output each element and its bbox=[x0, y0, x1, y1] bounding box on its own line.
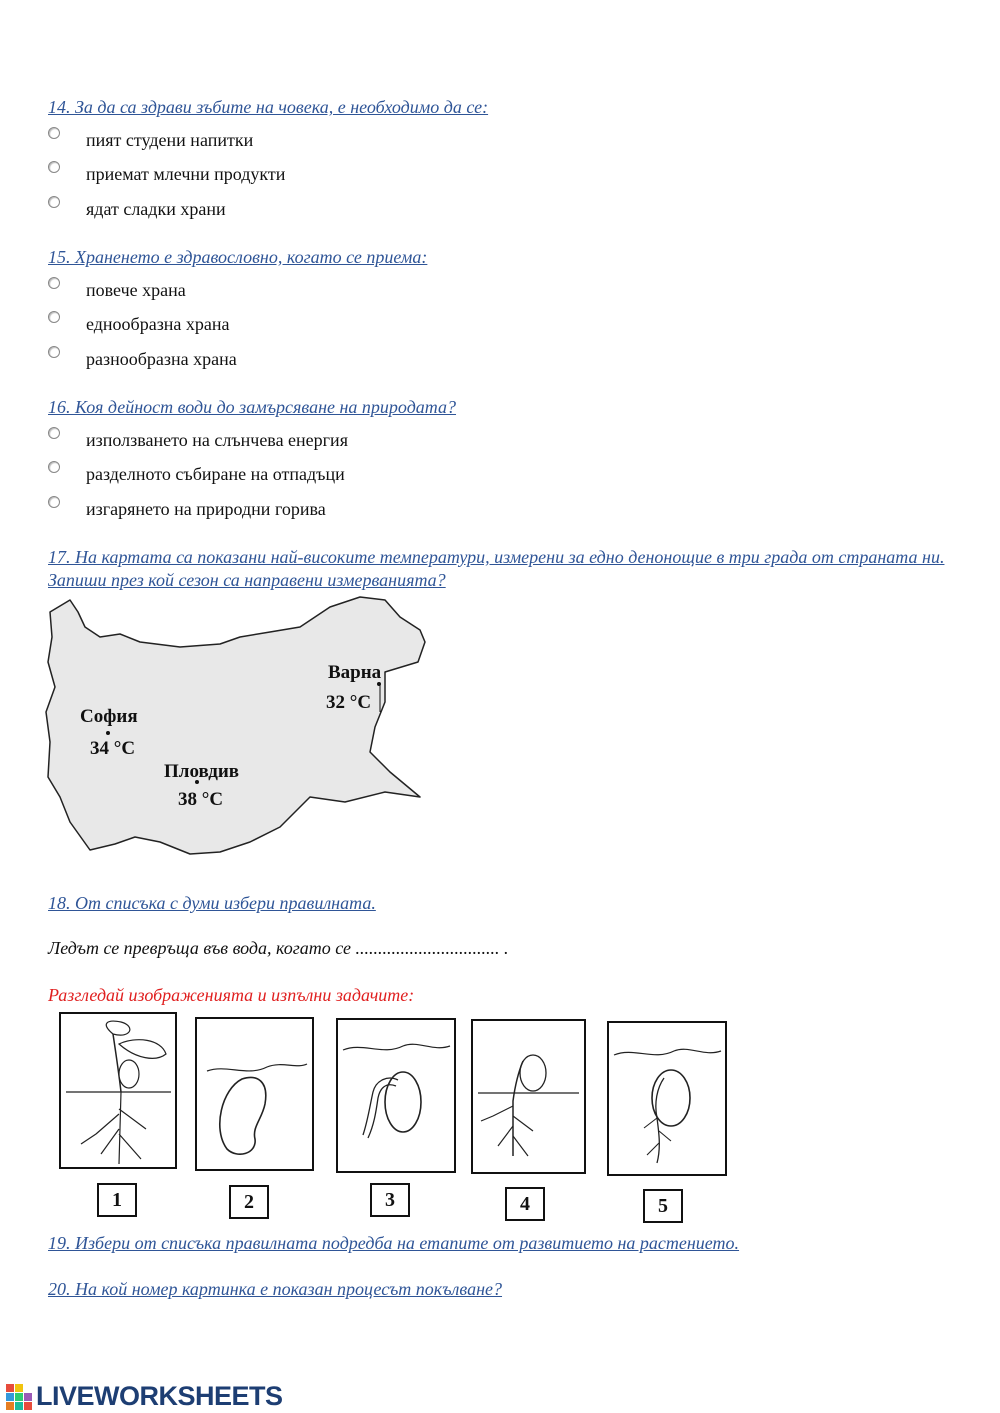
city-temp-varna: 32 °C bbox=[326, 692, 372, 713]
option-label: ядат сладки храни bbox=[86, 199, 226, 219]
sprout-icon bbox=[473, 1021, 584, 1172]
picture-2 bbox=[195, 1017, 314, 1171]
option-label: приемат млечни продукти bbox=[86, 164, 286, 184]
q14-option-2[interactable] bbox=[48, 162, 286, 188]
option-label: използването на слънчева енергия bbox=[86, 430, 348, 450]
q16-option-3[interactable] bbox=[48, 497, 326, 523]
q15-option-3[interactable] bbox=[48, 347, 237, 373]
city-temp-sofia: 34 °C bbox=[90, 738, 136, 759]
question-16-title: 16. Коя дейност води до замърсяване на природата? bbox=[48, 397, 457, 417]
option-label: повече храна bbox=[86, 280, 186, 300]
picture-number-5: 5 bbox=[643, 1189, 683, 1223]
option-label: разделното събиране на отпадъци bbox=[86, 464, 345, 484]
instruction-text: Разгледай изображенията и изпълни задачите: bbox=[48, 985, 415, 1005]
picture-number-1: 1 bbox=[97, 1183, 137, 1217]
question-15-title: 15. Храненето е здравословно, когато се приема: bbox=[48, 247, 428, 267]
q15-option-2[interactable] bbox=[48, 312, 230, 338]
option-label: изгарянето на природни горива bbox=[86, 499, 326, 519]
q14-option-1[interactable] bbox=[48, 128, 254, 154]
question-18-title: 18. От списъка с думи избери правилната. bbox=[48, 893, 376, 913]
radio-button[interactable] bbox=[48, 277, 60, 289]
radio-button[interactable] bbox=[48, 196, 60, 208]
q16-option-2[interactable] bbox=[48, 462, 345, 488]
option-label: пият студени напитки bbox=[86, 130, 254, 150]
city-name-plovdiv: Пловдив bbox=[164, 761, 240, 782]
radio-button[interactable] bbox=[48, 161, 60, 173]
picture-number-4: 4 bbox=[505, 1187, 545, 1221]
city-temp-plovdiv: 38 °C bbox=[178, 789, 224, 810]
q15-option-1[interactable] bbox=[48, 278, 186, 304]
seed-icon bbox=[197, 1019, 312, 1169]
picture-3 bbox=[336, 1018, 456, 1173]
radio-button[interactable] bbox=[48, 311, 60, 323]
logo-text: LIVEWORKSHEETS bbox=[36, 1381, 283, 1411]
picture-number-2: 2 bbox=[229, 1185, 269, 1219]
picture-1 bbox=[59, 1012, 177, 1169]
q16-option-1[interactable] bbox=[48, 428, 348, 454]
city-name-sofia: София bbox=[80, 706, 138, 727]
radio-button[interactable] bbox=[48, 346, 60, 358]
liveworksheets-logo bbox=[6, 1381, 283, 1412]
picture-5 bbox=[607, 1021, 727, 1176]
question-20-title: 20. На кой номер картинка е показан процесът покълване? bbox=[48, 1279, 503, 1299]
picture-number-3: 3 bbox=[370, 1183, 410, 1217]
seed-with-root-icon bbox=[609, 1023, 725, 1174]
question-17-title: 17. На картата са показани най-високите температури, измерени за едно денонощие в три града от страната ни. Запиши през кой сезон са направени измерванията? bbox=[48, 547, 945, 590]
radio-button[interactable] bbox=[48, 496, 60, 508]
question-14-title: 14. За да са здрави зъбите на човека, е необходимо да се: bbox=[48, 97, 489, 117]
seedling-leaves-icon bbox=[61, 1014, 175, 1167]
option-label: еднообразна храна bbox=[86, 314, 230, 334]
sofia-dot bbox=[106, 731, 110, 735]
logo-blocks-icon bbox=[6, 1384, 36, 1410]
radio-button[interactable] bbox=[48, 461, 60, 473]
q18-sentence: Ледът се превръща във вода, когато се ................................ . bbox=[48, 938, 509, 958]
radio-button[interactable] bbox=[48, 427, 60, 439]
option-label: разнообразна храна bbox=[86, 349, 237, 369]
city-name-varna: Варна bbox=[328, 662, 382, 683]
q14-option-3[interactable] bbox=[48, 197, 226, 223]
germinating-seed-icon bbox=[338, 1020, 454, 1171]
question-19-title: 19. Избери от списъка правилната подредба на етапите от развитието на растението. bbox=[48, 1233, 740, 1253]
picture-4 bbox=[471, 1019, 586, 1174]
radio-button[interactable] bbox=[48, 127, 60, 139]
bulgaria-map bbox=[40, 592, 440, 867]
